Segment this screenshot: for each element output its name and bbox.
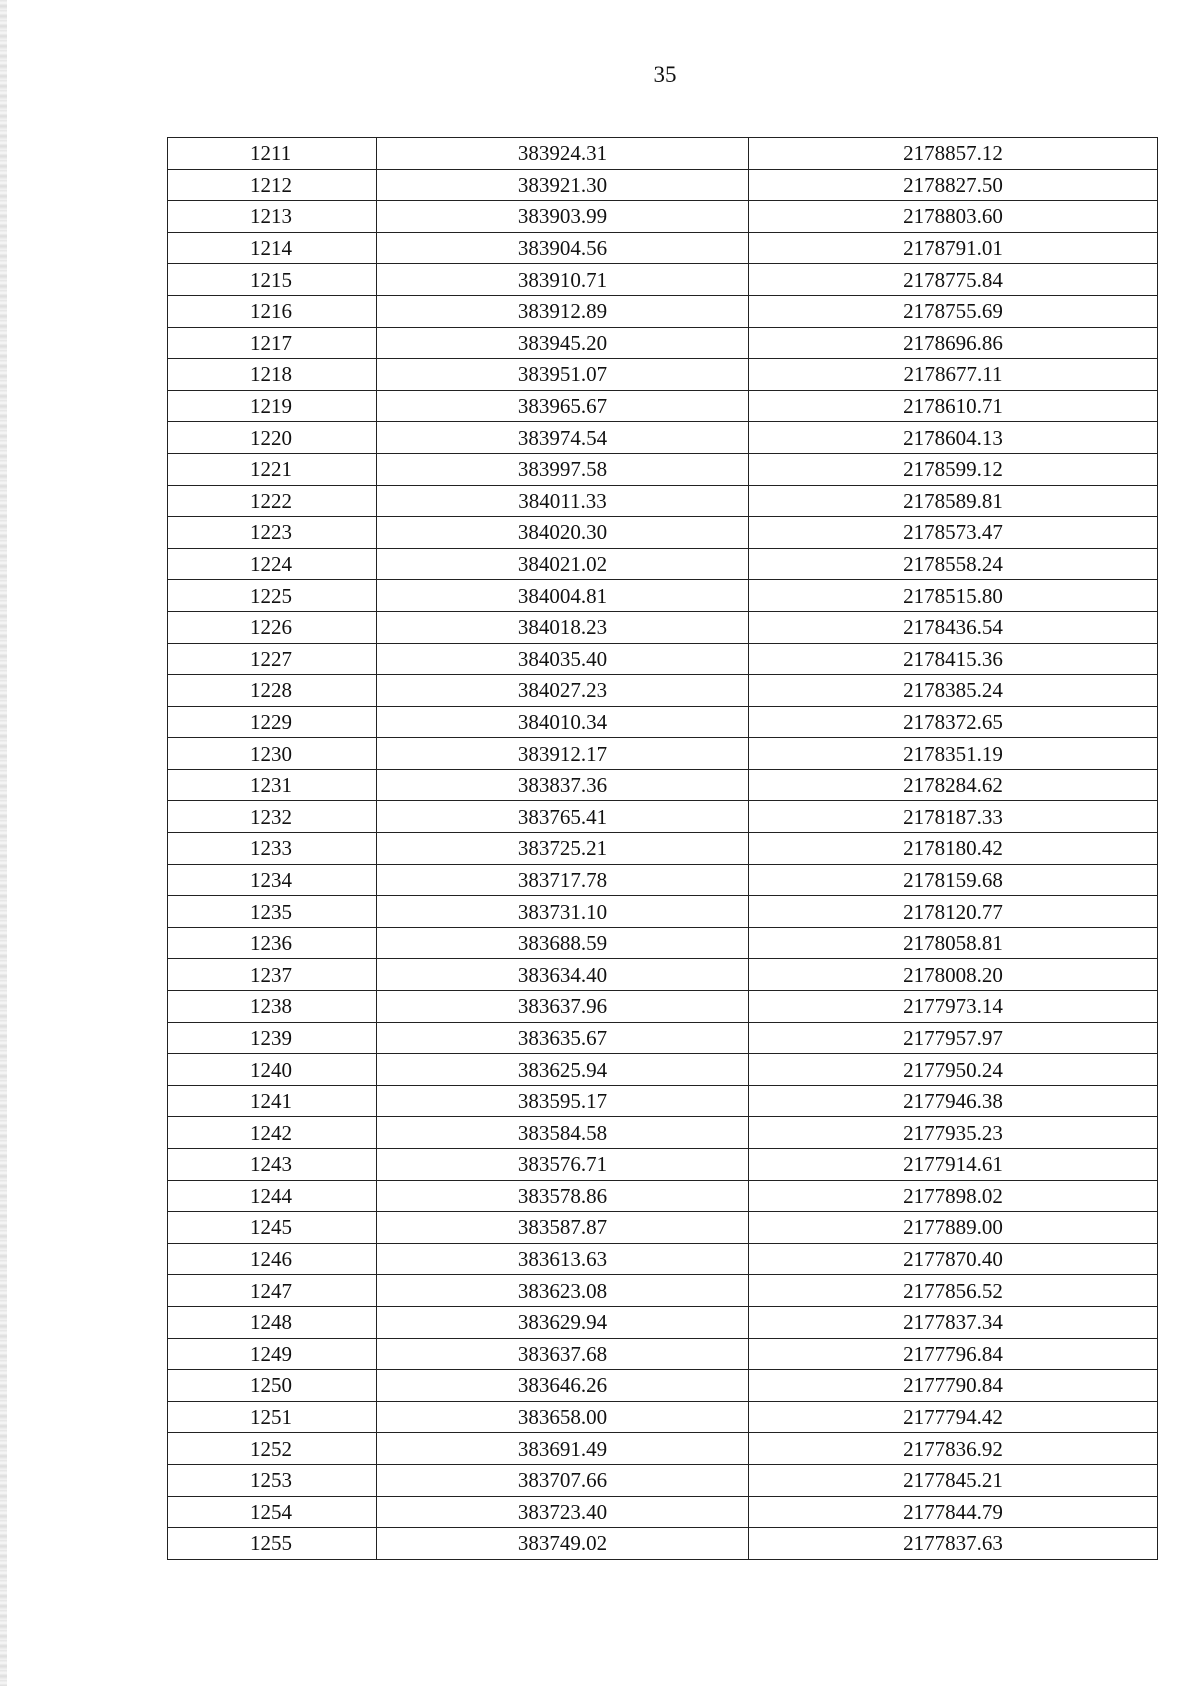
table-row (168, 1085, 1158, 1117)
y-coordinate-cell: 2178351.19 (749, 738, 1158, 770)
y-coordinate-cell: 2177946.38 (749, 1085, 1158, 1117)
y-coordinate-cell: 2178008.20 (749, 959, 1158, 991)
x-coordinate-cell: 383688.59 (377, 927, 749, 959)
point-id-cell: 1242 (168, 1117, 377, 1149)
table-row (168, 548, 1158, 580)
y-coordinate-cell: 2178827.50 (749, 169, 1158, 201)
x-coordinate-cell: 384018.23 (377, 611, 749, 643)
table-row (168, 1528, 1158, 1560)
table-row (168, 643, 1158, 675)
x-coordinate-cell: 383629.94 (377, 1306, 749, 1338)
x-coordinate-cell: 383965.67 (377, 390, 749, 422)
x-coordinate-cell: 383924.31 (377, 138, 749, 170)
y-coordinate-cell: 2177837.34 (749, 1306, 1158, 1338)
point-id-cell: 1223 (168, 517, 377, 549)
x-coordinate-cell: 383587.87 (377, 1212, 749, 1244)
y-coordinate-cell: 2178599.12 (749, 453, 1158, 485)
x-coordinate-cell: 383707.66 (377, 1464, 749, 1496)
y-coordinate-cell: 2178755.69 (749, 295, 1158, 327)
point-id-cell: 1253 (168, 1464, 377, 1496)
table-row (168, 232, 1158, 264)
y-coordinate-cell: 2177796.84 (749, 1338, 1158, 1370)
y-coordinate-cell: 2177889.00 (749, 1212, 1158, 1244)
point-id-cell: 1244 (168, 1180, 377, 1212)
point-id-cell: 1232 (168, 801, 377, 833)
point-id-cell: 1228 (168, 675, 377, 707)
point-id-cell: 1247 (168, 1275, 377, 1307)
table-row (168, 422, 1158, 454)
point-id-cell: 1245 (168, 1212, 377, 1244)
point-id-cell: 1240 (168, 1054, 377, 1086)
point-id-cell: 1243 (168, 1149, 377, 1181)
point-id-cell: 1233 (168, 833, 377, 865)
table-row (168, 991, 1158, 1023)
y-coordinate-cell: 2178385.24 (749, 675, 1158, 707)
y-coordinate-cell: 2178159.68 (749, 864, 1158, 896)
point-id-cell: 1220 (168, 422, 377, 454)
page-number: 35 (653, 62, 677, 87)
x-coordinate-cell: 383595.17 (377, 1085, 749, 1117)
point-id-cell: 1215 (168, 264, 377, 296)
x-coordinate-cell: 383974.54 (377, 422, 749, 454)
table-row (168, 1306, 1158, 1338)
point-id-cell: 1212 (168, 169, 377, 201)
table-row (168, 1149, 1158, 1181)
table-row (168, 1338, 1158, 1370)
x-coordinate-cell: 383910.71 (377, 264, 749, 296)
y-coordinate-cell: 2177836.92 (749, 1433, 1158, 1465)
y-coordinate-cell: 2178677.11 (749, 359, 1158, 391)
x-coordinate-cell: 383623.08 (377, 1275, 749, 1307)
point-id-cell: 1213 (168, 201, 377, 233)
y-coordinate-cell: 2178187.33 (749, 801, 1158, 833)
x-coordinate-cell: 383634.40 (377, 959, 749, 991)
table-row (168, 138, 1158, 170)
table-row (168, 327, 1158, 359)
x-coordinate-cell: 383725.21 (377, 833, 749, 865)
point-id-cell: 1249 (168, 1338, 377, 1370)
x-coordinate-cell: 383635.67 (377, 1022, 749, 1054)
x-coordinate-cell: 383731.10 (377, 896, 749, 928)
scan-edge (0, 0, 7, 1686)
point-id-cell: 1241 (168, 1085, 377, 1117)
point-id-cell: 1254 (168, 1496, 377, 1528)
x-coordinate-cell: 383637.96 (377, 991, 749, 1023)
table-row (168, 706, 1158, 738)
table-row (168, 738, 1158, 770)
table-row (168, 959, 1158, 991)
table-row (168, 1496, 1158, 1528)
y-coordinate-cell: 2178589.81 (749, 485, 1158, 517)
y-coordinate-cell: 2177790.84 (749, 1370, 1158, 1402)
x-coordinate-cell: 383904.56 (377, 232, 749, 264)
table-row (168, 1022, 1158, 1054)
table-row (168, 1433, 1158, 1465)
table-row (168, 264, 1158, 296)
table-row (168, 1370, 1158, 1402)
x-coordinate-cell: 383658.00 (377, 1401, 749, 1433)
x-coordinate-cell: 383625.94 (377, 1054, 749, 1086)
table-row (168, 1243, 1158, 1275)
point-id-cell: 1229 (168, 706, 377, 738)
table-row (168, 1275, 1158, 1307)
point-id-cell: 1222 (168, 485, 377, 517)
x-coordinate-cell: 383637.68 (377, 1338, 749, 1370)
y-coordinate-cell: 2178791.01 (749, 232, 1158, 264)
y-coordinate-cell: 2177837.63 (749, 1528, 1158, 1560)
x-coordinate-cell: 383646.26 (377, 1370, 749, 1402)
table-row (168, 833, 1158, 865)
y-coordinate-cell: 2177845.21 (749, 1464, 1158, 1496)
point-id-cell: 1214 (168, 232, 377, 264)
y-coordinate-cell: 2177935.23 (749, 1117, 1158, 1149)
coordinate-table (167, 137, 1158, 1560)
y-coordinate-cell: 2178284.62 (749, 769, 1158, 801)
table-row (168, 1180, 1158, 1212)
table-row (168, 611, 1158, 643)
x-coordinate-cell: 384021.02 (377, 548, 749, 580)
point-id-cell: 1248 (168, 1306, 377, 1338)
x-coordinate-cell: 383584.58 (377, 1117, 749, 1149)
x-coordinate-cell: 383578.86 (377, 1180, 749, 1212)
y-coordinate-cell: 2177898.02 (749, 1180, 1158, 1212)
x-coordinate-cell: 383576.71 (377, 1149, 749, 1181)
x-coordinate-cell: 383723.40 (377, 1496, 749, 1528)
x-coordinate-cell: 383837.36 (377, 769, 749, 801)
table-row (168, 675, 1158, 707)
point-id-cell: 1216 (168, 295, 377, 327)
point-id-cell: 1236 (168, 927, 377, 959)
point-id-cell: 1230 (168, 738, 377, 770)
y-coordinate-cell: 2178573.47 (749, 517, 1158, 549)
x-coordinate-cell: 383749.02 (377, 1528, 749, 1560)
y-coordinate-cell: 2177973.14 (749, 991, 1158, 1023)
y-coordinate-cell: 2178696.86 (749, 327, 1158, 359)
point-id-cell: 1239 (168, 1022, 377, 1054)
point-id-cell: 1235 (168, 896, 377, 928)
x-coordinate-cell: 383951.07 (377, 359, 749, 391)
table-row (168, 1401, 1158, 1433)
y-coordinate-cell: 2178775.84 (749, 264, 1158, 296)
x-coordinate-cell: 383997.58 (377, 453, 749, 485)
x-coordinate-cell: 383903.99 (377, 201, 749, 233)
table-row (168, 864, 1158, 896)
table-row (168, 1054, 1158, 1086)
table-row (168, 517, 1158, 549)
y-coordinate-cell: 2178604.13 (749, 422, 1158, 454)
x-coordinate-cell: 383912.17 (377, 738, 749, 770)
y-coordinate-cell: 2178558.24 (749, 548, 1158, 580)
point-id-cell: 1237 (168, 959, 377, 991)
point-id-cell: 1224 (168, 548, 377, 580)
x-coordinate-cell: 384020.30 (377, 517, 749, 549)
y-coordinate-cell: 2177914.61 (749, 1149, 1158, 1181)
y-coordinate-cell: 2178058.81 (749, 927, 1158, 959)
point-id-cell: 1221 (168, 453, 377, 485)
table-row (168, 390, 1158, 422)
y-coordinate-cell: 2178415.36 (749, 643, 1158, 675)
coordinate-table-body (168, 138, 1158, 1560)
table-row (168, 359, 1158, 391)
y-coordinate-cell: 2177957.97 (749, 1022, 1158, 1054)
point-id-cell: 1251 (168, 1401, 377, 1433)
table-row (168, 201, 1158, 233)
point-id-cell: 1255 (168, 1528, 377, 1560)
point-id-cell: 1246 (168, 1243, 377, 1275)
table-row (168, 485, 1158, 517)
x-coordinate-cell: 383717.78 (377, 864, 749, 896)
y-coordinate-cell: 2178515.80 (749, 580, 1158, 612)
y-coordinate-cell: 2178803.60 (749, 201, 1158, 233)
y-coordinate-cell: 2177870.40 (749, 1243, 1158, 1275)
table-row (168, 1212, 1158, 1244)
point-id-cell: 1218 (168, 359, 377, 391)
x-coordinate-cell: 383921.30 (377, 169, 749, 201)
x-coordinate-cell: 383691.49 (377, 1433, 749, 1465)
point-id-cell: 1238 (168, 991, 377, 1023)
x-coordinate-cell: 384010.34 (377, 706, 749, 738)
table-row (168, 801, 1158, 833)
point-id-cell: 1227 (168, 643, 377, 675)
table-row (168, 580, 1158, 612)
x-coordinate-cell: 383613.63 (377, 1243, 749, 1275)
x-coordinate-cell: 383912.89 (377, 295, 749, 327)
table-row (168, 927, 1158, 959)
x-coordinate-cell: 384027.23 (377, 675, 749, 707)
y-coordinate-cell: 2178372.65 (749, 706, 1158, 738)
point-id-cell: 1250 (168, 1370, 377, 1402)
table-row (168, 453, 1158, 485)
y-coordinate-cell: 2178857.12 (749, 138, 1158, 170)
point-id-cell: 1252 (168, 1433, 377, 1465)
table-row (168, 1464, 1158, 1496)
point-id-cell: 1211 (168, 138, 377, 170)
table-row (168, 1117, 1158, 1149)
y-coordinate-cell: 2178180.42 (749, 833, 1158, 865)
x-coordinate-cell: 384004.81 (377, 580, 749, 612)
y-coordinate-cell: 2177856.52 (749, 1275, 1158, 1307)
table-row (168, 295, 1158, 327)
x-coordinate-cell: 383945.20 (377, 327, 749, 359)
x-coordinate-cell: 384011.33 (377, 485, 749, 517)
x-coordinate-cell: 383765.41 (377, 801, 749, 833)
point-id-cell: 1225 (168, 580, 377, 612)
y-coordinate-cell: 2177950.24 (749, 1054, 1158, 1086)
table-row (168, 169, 1158, 201)
y-coordinate-cell: 2178436.54 (749, 611, 1158, 643)
table-row (168, 896, 1158, 928)
point-id-cell: 1219 (168, 390, 377, 422)
y-coordinate-cell: 2177844.79 (749, 1496, 1158, 1528)
point-id-cell: 1234 (168, 864, 377, 896)
y-coordinate-cell: 2178120.77 (749, 896, 1158, 928)
point-id-cell: 1226 (168, 611, 377, 643)
point-id-cell: 1231 (168, 769, 377, 801)
y-coordinate-cell: 2177794.42 (749, 1401, 1158, 1433)
x-coordinate-cell: 384035.40 (377, 643, 749, 675)
y-coordinate-cell: 2178610.71 (749, 390, 1158, 422)
table-row (168, 769, 1158, 801)
point-id-cell: 1217 (168, 327, 377, 359)
